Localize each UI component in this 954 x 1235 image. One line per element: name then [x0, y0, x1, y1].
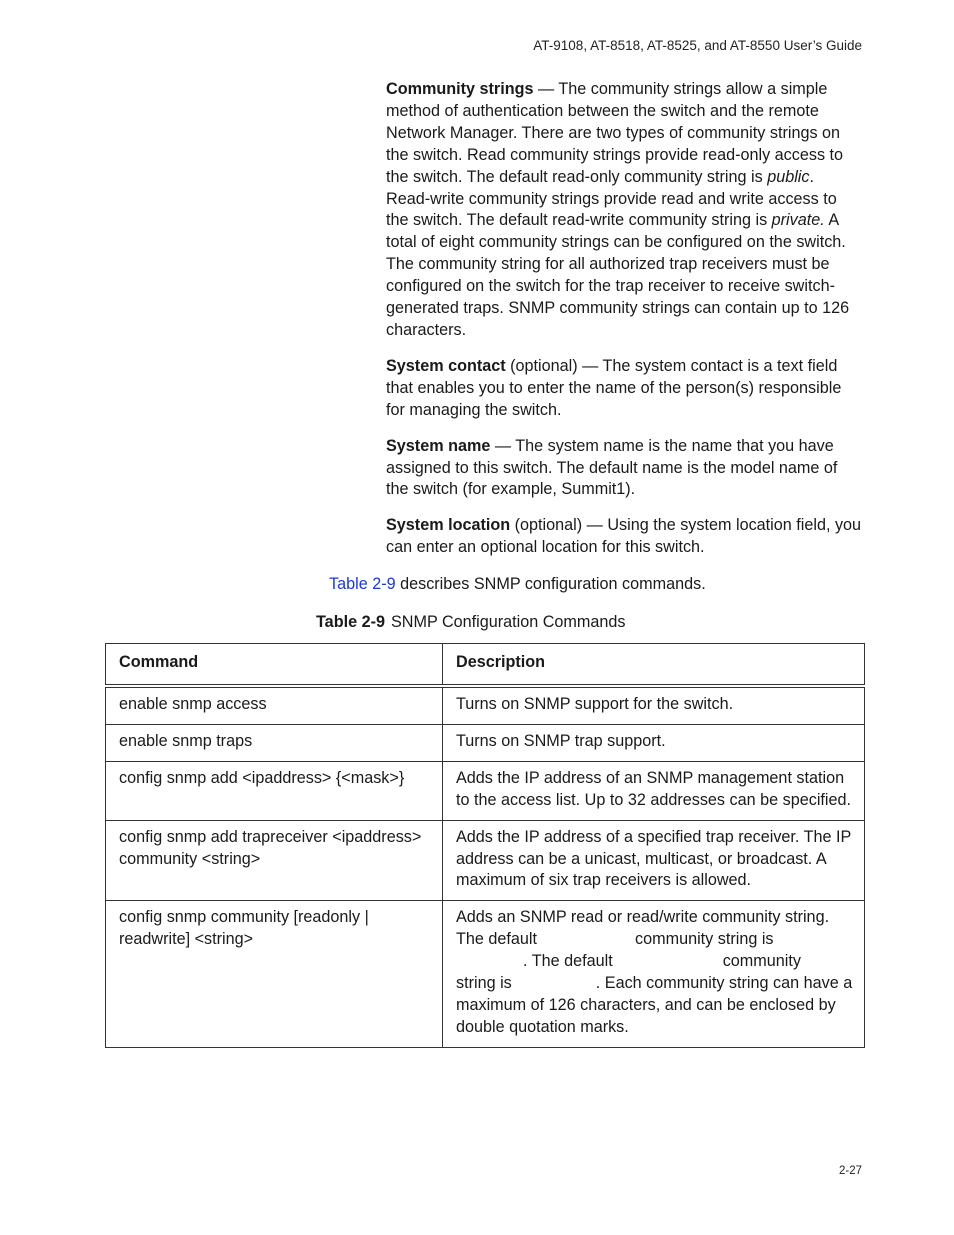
caption-title: SNMP Configuration Commands [390, 613, 626, 631]
description-cell: Adds the IP address of an SNMP management station to the access list. Up to 32 addresses can be specified. [443, 761, 865, 820]
command-cell: enable snmp access [106, 686, 443, 724]
table-row [106, 761, 865, 820]
description-cell: Turns on SNMP support for the switch. [443, 686, 865, 724]
command-cell: config snmp add <ipaddress> {<mask>} [106, 761, 443, 820]
definition-term: Community strings [386, 80, 534, 98]
running-header: AT-9108, AT-8518, AT-8525, and AT-8550 User’s Guide [533, 38, 862, 53]
table-row [106, 901, 865, 1047]
definition-community-strings: Community strings — The community strings allow a simple method of authentication between the switch and the remote Network Manager. There are two types of community strings on the switch. Read community strings provide read-only access to the switch. The default read-only community string is public. Read-write community strings provide read and write access to the switch. The default read-write community string is private. A total of eight community strings can be configured on the switch. The community string for all authorized trap receivers must be configured on the switch for the trap receiver to receive switch-generated traps. SNMP community strings can contain up to 126 characters. [386, 80, 850, 339]
definition-system-name: System name — The system name is the name that you have assigned to this switch. The default name is the model name of the switch (for example, Summit1). [386, 436, 838, 499]
definition-system-location: System location (optional) — Using the system location field, you can enter an optional location for this switch. [386, 516, 862, 557]
definition-term: System location [386, 516, 511, 535]
command-cell: enable snmp traps [106, 724, 443, 761]
command-cell: config snmp community [readonly | readwrite] <string> [106, 901, 443, 1047]
table-xref-link[interactable]: Table 2-9 [329, 575, 396, 593]
description-cell: Adds the IP address of a specified trap receiver. The IP address can be a unicast, multicast, or broadcast. A maximum of six trap receivers is allowed. [443, 820, 865, 901]
definition-term: System contact [386, 356, 506, 375]
table-header-row [106, 644, 865, 687]
header-command: Command [106, 644, 443, 687]
table-row [106, 820, 865, 901]
command-cell: config snmp add trapreceiver <ipaddress> community <string> [106, 820, 443, 901]
table-caption [316, 611, 626, 633]
snmp-commands-table [105, 643, 865, 1048]
definition-term: System name [386, 436, 491, 455]
table-row [106, 686, 865, 724]
table-intro: Table 2-9 describes SNMP configuration commands. [329, 575, 706, 593]
page-number: 2-27 [838, 1165, 862, 1177]
table-row [106, 724, 865, 761]
definitions-list [386, 79, 862, 573]
description-cell: Adds an SNMP read or read/write community string. The default community string is . The default community string is . Each community string can have a maximum of 126 characters, and can be enclosed by double quotation marks. [443, 901, 865, 1047]
caption-label: Table 2-9 [316, 613, 385, 631]
definition-system-contact: System contact (optional) — The system contact is a text field that enables you to enter the name of the person(s) responsible for managing the switch. [386, 356, 842, 419]
description-cell: Turns on SNMP trap support. [443, 724, 865, 761]
header-description: Description [443, 644, 865, 687]
